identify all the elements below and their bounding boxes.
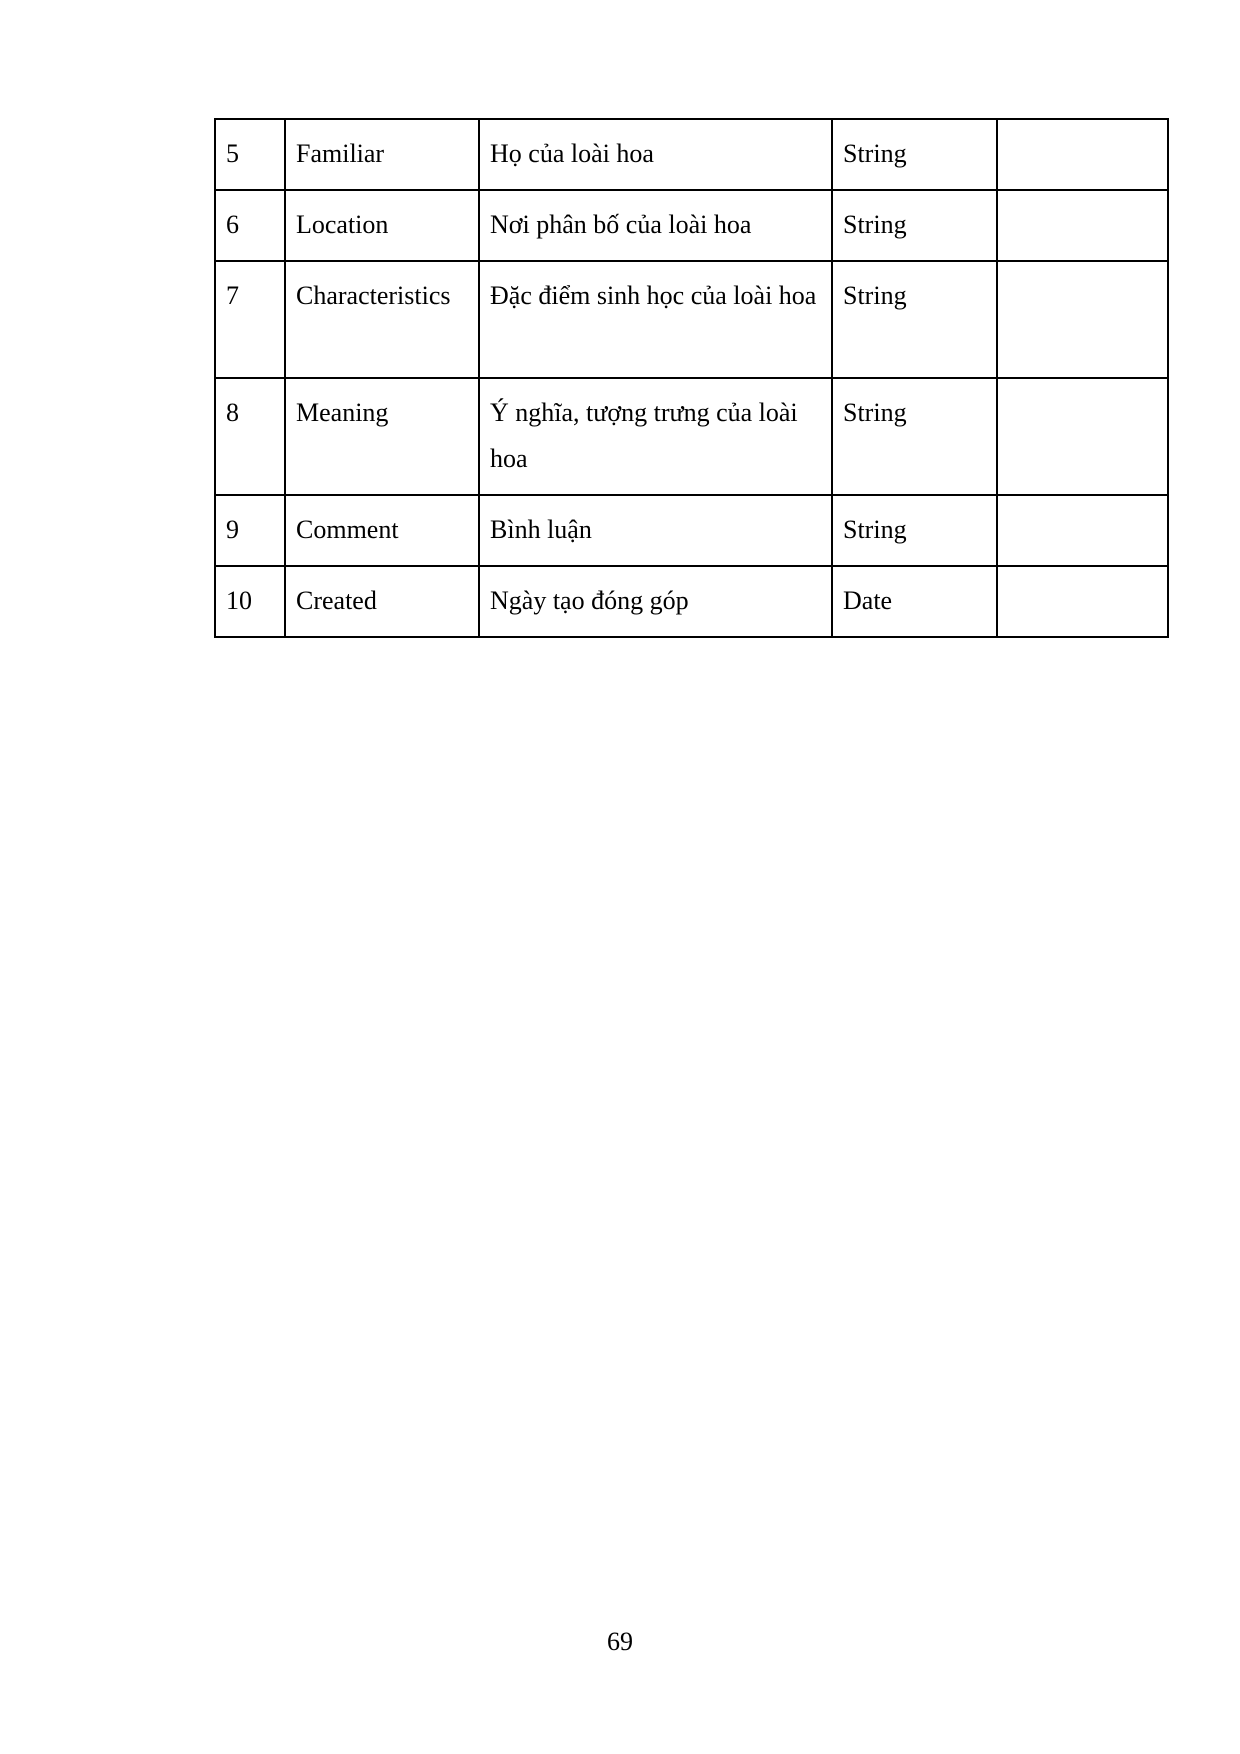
field-type-cell: String (832, 261, 997, 378)
row-number-cell: 7 (215, 261, 285, 378)
field-note-cell (997, 566, 1168, 637)
table-row (215, 261, 1168, 378)
field-description-cell: Đặc điểm sinh học của loài hoa (479, 261, 832, 378)
row-number-cell: 5 (215, 119, 285, 190)
page-number: 69 (607, 1627, 633, 1656)
row-number-cell: 8 (215, 378, 285, 495)
field-description-cell: Ý nghĩa, tượng trưng của loài hoa (479, 378, 832, 495)
field-name-cell: Created (285, 566, 479, 637)
field-description-cell: Nơi phân bố của loài hoa (479, 190, 832, 261)
field-description-cell: Ngày tạo đóng góp (479, 566, 832, 637)
field-type-cell: String (832, 119, 997, 190)
field-note-cell (997, 261, 1168, 378)
row-number-cell: 10 (215, 566, 285, 637)
field-type-cell: Date (832, 566, 997, 637)
field-note-cell (997, 190, 1168, 261)
field-type-cell: String (832, 495, 997, 566)
row-number-cell: 6 (215, 190, 285, 261)
field-description-cell: Họ của loài hoa (479, 119, 832, 190)
field-type-cell: String (832, 378, 997, 495)
field-name-cell: Comment (285, 495, 479, 566)
field-description-cell: Bình luận (479, 495, 832, 566)
field-type-cell: String (832, 190, 997, 261)
field-name-cell: Familiar (285, 119, 479, 190)
field-name-cell: Characteristics (285, 261, 479, 378)
row-number-cell: 9 (215, 495, 285, 566)
field-note-cell (997, 119, 1168, 190)
table-row (215, 119, 1168, 190)
field-note-cell (997, 378, 1168, 495)
table-row (215, 378, 1168, 495)
table-row (215, 566, 1168, 637)
field-name-cell: Meaning (285, 378, 479, 495)
field-name-cell: Location (285, 190, 479, 261)
field-note-cell (997, 495, 1168, 566)
table-row (215, 190, 1168, 261)
table-row (215, 495, 1168, 566)
attribute-table (214, 118, 1169, 638)
